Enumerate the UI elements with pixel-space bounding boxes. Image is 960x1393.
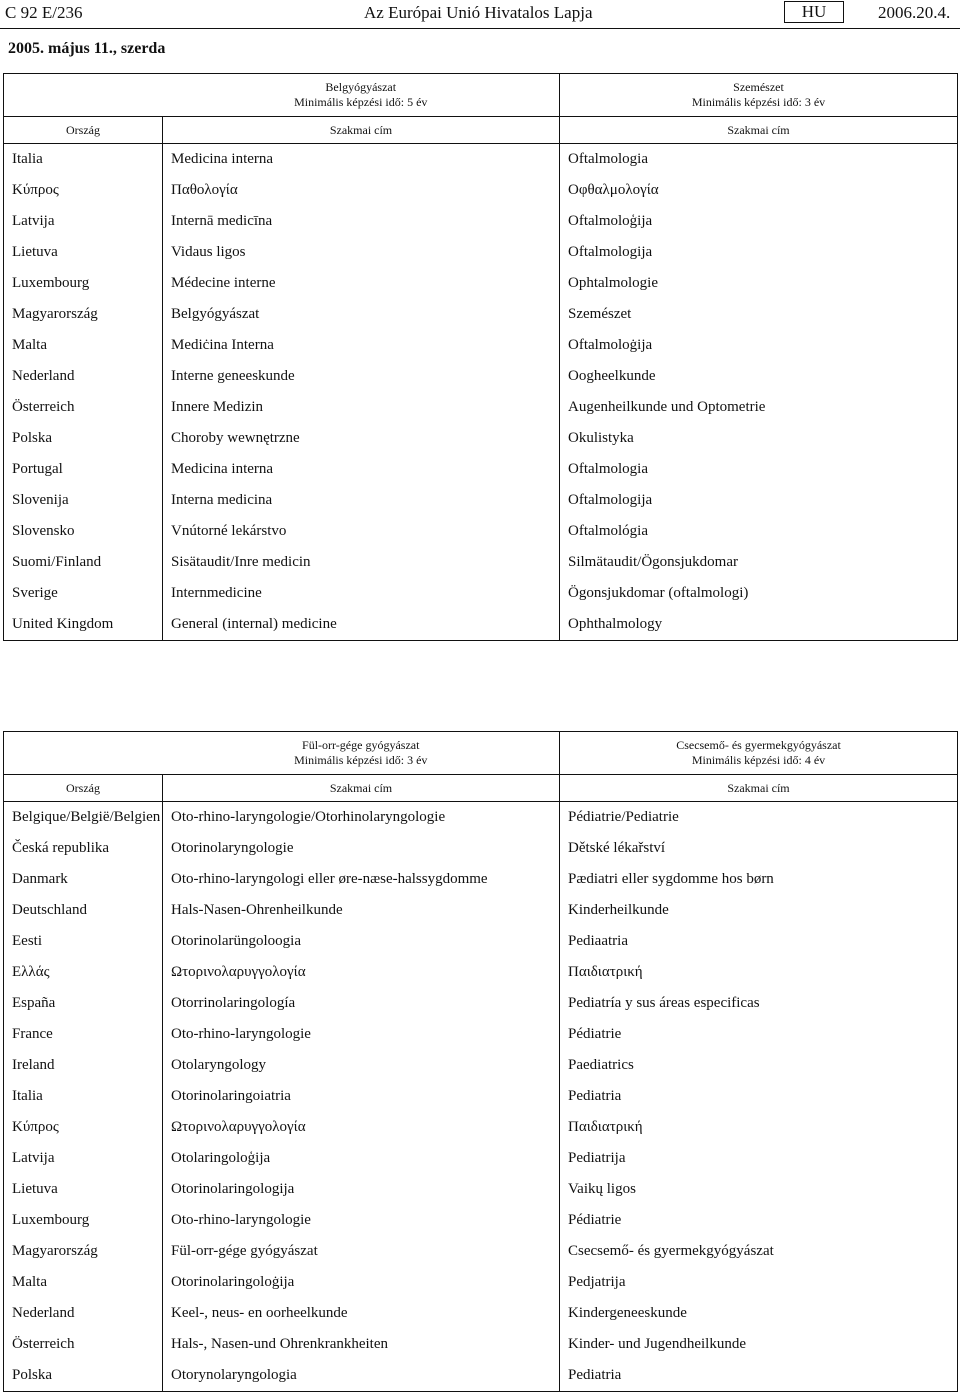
title-cell: Pediatría y sus áreas especificas	[560, 988, 958, 1019]
table-row	[4, 206, 958, 237]
title-cell: Keel-, neus- en oorheelkunde	[163, 1298, 560, 1329]
country-cell: Sverige	[4, 578, 163, 609]
country-cell: Magyarország	[4, 299, 163, 330]
title-cell: Sisätaudit/Inre medicin	[163, 547, 560, 578]
table-row	[4, 1112, 958, 1143]
table-row	[4, 957, 958, 988]
table-row	[4, 454, 958, 485]
country-cell: Nederland	[4, 1298, 163, 1329]
title-cell: Szemészet	[560, 299, 958, 330]
table-row	[4, 361, 958, 392]
title-cell: Vidaus ligos	[163, 237, 560, 268]
title-cell: Okulistyka	[560, 423, 958, 454]
title-cell: Csecsemő- és gyermekgyógyászat	[560, 1236, 958, 1267]
title-cell: Otorrinolaringología	[163, 988, 560, 1019]
table-row	[4, 1174, 958, 1205]
table-row	[4, 144, 958, 176]
title-cell: Oto-rhino-laryngologi eller øre-næse-halssygdomme	[163, 864, 560, 895]
title-cell: Pediatria	[560, 1081, 958, 1112]
country-cell: Italia	[4, 144, 163, 176]
title-cell: Oftalmologija	[560, 485, 958, 516]
country-cell: Malta	[4, 330, 163, 361]
title-cell: Οφθαλμολογία	[560, 175, 958, 206]
country-cell: Luxembourg	[4, 268, 163, 299]
session-date: 2005. május 11., szerda	[8, 40, 166, 57]
title-cell: Otorinolaringoiatria	[163, 1081, 560, 1112]
title-cell: General (internal) medicine	[163, 609, 560, 641]
country-cell: United Kingdom	[4, 609, 163, 641]
title-cell: Medicina interna	[163, 144, 560, 176]
title-cell: Oftalmologia	[560, 144, 958, 176]
title-cell: Pediatria	[560, 1360, 958, 1392]
title-cell: Hals-Nasen-Ohrenheilkunde	[163, 895, 560, 926]
column-header-title: Szakmai cím	[560, 775, 958, 802]
title-cell: Kinderheilkunde	[560, 895, 958, 926]
title-cell: Pedjatrija	[560, 1267, 958, 1298]
table-row	[4, 802, 958, 834]
title-cell: Pédiatrie/Pediatrie	[560, 802, 958, 834]
title-cell: Pediaatria	[560, 926, 958, 957]
table-row	[4, 268, 958, 299]
country-cell: Lietuva	[4, 1174, 163, 1205]
group-header-internal-medicine	[163, 74, 560, 117]
table-row	[4, 237, 958, 268]
title-cell: Innere Medizin	[163, 392, 560, 423]
title-cell: Kindergeneeskunde	[560, 1298, 958, 1329]
country-cell: France	[4, 1019, 163, 1050]
title-cell: Médecine interne	[163, 268, 560, 299]
title-cell: Augenheilkunde und Optometrie	[560, 392, 958, 423]
title-cell: Internmedicine	[163, 578, 560, 609]
title-cell: Otorinolaringologija	[163, 1174, 560, 1205]
title-cell: Oftalmoloģija	[560, 206, 958, 237]
title-cell: Otorinolaringoloġija	[163, 1267, 560, 1298]
title-cell: Oftalmologija	[560, 237, 958, 268]
table-row	[4, 864, 958, 895]
title-cell: Ωτορινολαρυγγολογία	[163, 1112, 560, 1143]
title-cell: Pædiatri eller sygdomme hos børn	[560, 864, 958, 895]
table-row	[4, 1298, 958, 1329]
group-duration: Minimális képzési idő: 3 év	[691, 95, 826, 109]
title-cell: Oftalmoloġija	[560, 330, 958, 361]
country-cell: Magyarország	[4, 1236, 163, 1267]
specialty-table-1	[3, 73, 958, 641]
group-name: Csecsemő- és gyermekgyógyászat	[676, 738, 841, 752]
title-cell: Interna medicina	[163, 485, 560, 516]
corner-cell	[4, 732, 163, 775]
country-cell: Latvija	[4, 206, 163, 237]
table-row	[4, 299, 958, 330]
specialty-table-2	[3, 731, 958, 1392]
title-cell: Medicina interna	[163, 454, 560, 485]
title-cell: Ophthalmology	[560, 609, 958, 641]
country-cell: Ελλάς	[4, 957, 163, 988]
table-row	[4, 1050, 958, 1081]
table-row	[4, 833, 958, 864]
table-row	[4, 1019, 958, 1050]
title-cell: Kinder- und Jugendheilkunde	[560, 1329, 958, 1360]
country-cell: Κύπρος	[4, 175, 163, 206]
title-cell: Otolaryngology	[163, 1050, 560, 1081]
title-cell: Oogheelkunde	[560, 361, 958, 392]
group-duration: Minimális képzési idő: 5 év	[294, 95, 428, 109]
table-row	[4, 330, 958, 361]
column-header-country: Ország	[4, 775, 163, 802]
country-cell: Slovenija	[4, 485, 163, 516]
title-cell: Vaikų ligos	[560, 1174, 958, 1205]
table-row	[4, 926, 958, 957]
country-cell: Κύπρος	[4, 1112, 163, 1143]
group-name: Belgyógyászat	[325, 80, 397, 94]
table-row	[4, 895, 958, 926]
country-cell: Portugal	[4, 454, 163, 485]
page-header	[0, 0, 960, 28]
country-cell: Danmark	[4, 864, 163, 895]
table-row	[4, 988, 958, 1019]
table-row	[4, 392, 958, 423]
title-cell: Pédiatrie	[560, 1019, 958, 1050]
column-header-title: Szakmai cím	[163, 117, 560, 144]
table-row	[4, 1205, 958, 1236]
country-cell: Italia	[4, 1081, 163, 1112]
country-cell: Slovensko	[4, 516, 163, 547]
title-cell: Paediatrics	[560, 1050, 958, 1081]
title-cell: Internā medicīna	[163, 206, 560, 237]
table-row	[4, 547, 958, 578]
title-cell: Otorynolaryngologia	[163, 1360, 560, 1392]
publication-date: 2006.20.4.	[878, 3, 951, 22]
table-row	[4, 1081, 958, 1112]
title-cell: Silmätaudit/Ögonsjukdomar	[560, 547, 958, 578]
table-row	[4, 578, 958, 609]
group-duration: Minimális képzési idő: 3 év	[294, 753, 428, 767]
title-cell: Belgyógyászat	[163, 299, 560, 330]
journal-title: Az Európai Unió Hivatalos Lapja	[364, 3, 593, 22]
country-cell: Luxembourg	[4, 1205, 163, 1236]
country-cell: Österreich	[4, 392, 163, 423]
title-cell: Otorinolarüngoloogia	[163, 926, 560, 957]
country-cell: España	[4, 988, 163, 1019]
title-cell: Oto-rhino-laryngologie	[163, 1205, 560, 1236]
title-cell: Παιδιατρική	[560, 1112, 958, 1143]
table-row	[4, 175, 958, 206]
country-cell: Belgique/België/Belgien	[4, 802, 163, 834]
country-cell: Nederland	[4, 361, 163, 392]
group-header-otorhinolaryngology	[163, 732, 560, 775]
title-cell: Oftalmologia	[560, 454, 958, 485]
title-cell: Ωτορινολαρυγγολογία	[163, 957, 560, 988]
column-header-country: Ország	[4, 117, 163, 144]
country-cell: Latvija	[4, 1143, 163, 1174]
table-row	[4, 485, 958, 516]
title-cell: Otolaringoloģija	[163, 1143, 560, 1174]
title-cell: Παθολογία	[163, 175, 560, 206]
table-row	[4, 1360, 958, 1392]
country-cell: Österreich	[4, 1329, 163, 1360]
title-cell: Oto-rhino-laryngologie/Otorhinolaryngologie	[163, 802, 560, 834]
title-cell: Fül-orr-gége gyógyászat	[163, 1236, 560, 1267]
title-cell: Otorinolaryngologie	[163, 833, 560, 864]
table-row	[4, 1329, 958, 1360]
group-duration: Minimális képzési idő: 4 év	[691, 753, 826, 767]
country-cell: Malta	[4, 1267, 163, 1298]
corner-cell	[4, 74, 163, 117]
language-box: HU	[784, 1, 844, 23]
country-cell: Polska	[4, 423, 163, 454]
title-cell: Ophtalmologie	[560, 268, 958, 299]
country-cell: Suomi/Finland	[4, 547, 163, 578]
country-cell: Polska	[4, 1360, 163, 1392]
title-cell: Pediatrija	[560, 1143, 958, 1174]
title-cell: Interne geneeskunde	[163, 361, 560, 392]
title-cell: Oftalmológia	[560, 516, 958, 547]
group-header-ophthalmology	[560, 74, 958, 117]
table-row	[4, 423, 958, 454]
table-row	[4, 516, 958, 547]
title-cell: Pédiatrie	[560, 1205, 958, 1236]
group-name: Fül-orr-gége gyógyászat	[302, 738, 420, 752]
table-row	[4, 1236, 958, 1267]
title-cell: Hals-, Nasen-und Ohrenkrankheiten	[163, 1329, 560, 1360]
title-cell: Oto-rhino-laryngologie	[163, 1019, 560, 1050]
group-header-paediatrics	[560, 732, 958, 775]
journal-code: C 92 E/236	[5, 3, 83, 22]
country-cell: Lietuva	[4, 237, 163, 268]
title-cell: Mediċina Interna	[163, 330, 560, 361]
title-cell: Dětské lékařství	[560, 833, 958, 864]
table-row	[4, 1267, 958, 1298]
column-header-title: Szakmai cím	[163, 775, 560, 802]
table-row	[4, 609, 958, 641]
title-cell: Ögonsjukdomar (oftalmologi)	[560, 578, 958, 609]
country-cell: Česká republika	[4, 833, 163, 864]
title-cell: Vnútorné lekárstvo	[163, 516, 560, 547]
country-cell: Ireland	[4, 1050, 163, 1081]
country-cell: Eesti	[4, 926, 163, 957]
table-row	[4, 1143, 958, 1174]
group-name: Szemészet	[733, 80, 784, 94]
title-cell: Παιδιατρική	[560, 957, 958, 988]
header-rule	[0, 28, 960, 29]
country-cell: Deutschland	[4, 895, 163, 926]
column-header-title: Szakmai cím	[560, 117, 958, 144]
title-cell: Choroby wewnętrzne	[163, 423, 560, 454]
